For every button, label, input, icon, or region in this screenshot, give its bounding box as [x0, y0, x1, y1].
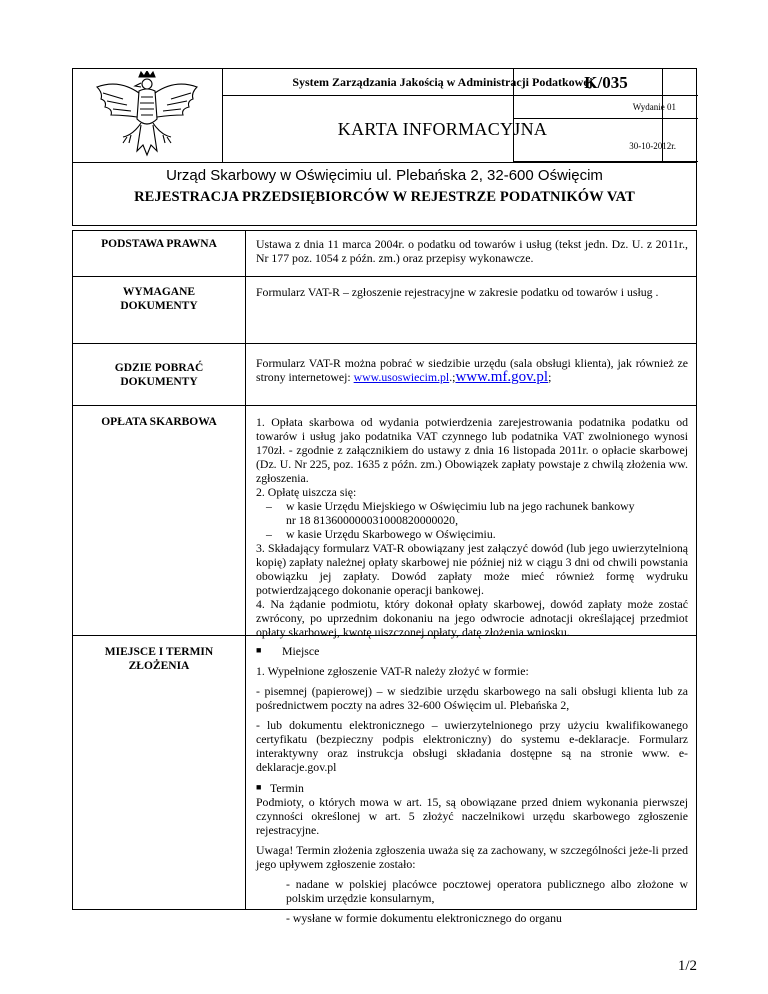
edition-label: Wydanie 01: [513, 96, 698, 119]
where-docs-body: Formularz VAT-R można pobrać w siedzibie urzędu (sala obsługi klienta), jak również ze strony internetowej:: [256, 356, 688, 384]
where-docs-text: Formularz VAT-R można pobrać w siedzibie urzędu (sala obsługi klienta), jak również ze strony internetowej: www.usoswiecim.pl.;www.mf.gov.pl;: [256, 356, 688, 385]
where-docs-label: GDZIE POBRAĆ DOKUMENTY: [114, 362, 204, 388]
usoswiecim-link[interactable]: www.usoswiecim.pl: [353, 370, 450, 384]
stamp-duty-label: OPŁATA SKARBOWA: [101, 416, 217, 428]
term-note-item-1: - nadane w polskiej placówce pocztowej operatora publicznego albo złożone w polskim urzędzie konsularnym,: [286, 877, 688, 905]
required-docs-label: WYMAGANE DOKUMENTY: [120, 286, 198, 312]
document-date: 30-10-2012r.: [513, 119, 698, 162]
fee-paragraph-1: 1. Opłata skarbowa od wydania potwierdzenia zarejestrowania podatnika podatku od towarów i usług jako podatnika VAT czynnego lub podatnika VAT zwolnionego wynosi 170zł. - zgodnie z załącznikiem do ustawy z dnia 16 listopada 2011r. o opłacie skarbowej (Dz. U. Nr 225, poz. 1635 z późn. zm.) Obowiązek zapłaty powstaje z chwilą złożenia ww. zgłoszenia.: [256, 415, 688, 485]
term-heading: ■ Termin: [256, 781, 304, 795]
stamp-duty-text: [256, 415, 688, 639]
mf-gov-link[interactable]: www.mf.gov.pl: [455, 369, 549, 385]
place-paragraph-2: - pisemnej (papierowej) – w siedzibie urzędu skarbowego na sali obsługi klienta lub za pośrednictwem poczty na adres 32-600 Oświęcim ul. Plebańska 2,: [256, 684, 688, 712]
info-table: [72, 230, 697, 925]
page-number: 1/2: [677, 958, 697, 974]
legal-basis-label: PODSTAWA PRAWNA: [101, 238, 217, 250]
emblem-cell: [73, 69, 223, 162]
system-name: System Zarządzania Jakością w Administracji Podatkowej: [223, 69, 663, 96]
legal-basis-text: Ustawa z dnia 11 marca 2004r. o podatku od towarów i usług (tekst jedn. Dz. U. z 2011r., Nr 177 poz. 1054 z późn. zm.) oraz przepisy wykonawcze.: [256, 237, 688, 265]
place-term-label: MIEJSCE I TERMIN ZŁOŻENIA: [104, 646, 214, 672]
document-subject: [73, 188, 696, 225]
term-note: Uwaga! Termin złożenia zgłoszenia uważa się za zachowany, w szczególności jeże-li przed jego upływem zgłoszenie zostało:: [256, 843, 688, 871]
place-heading: ■ Miejsce: [256, 644, 320, 658]
page-title: KARTA INFORMACYJNA: [223, 96, 663, 162]
place-term-text: [256, 643, 688, 925]
term-note-item-2: - wysłane w formie dokumentu elektronicznego do organu: [286, 911, 562, 925]
fee-paragraph-2: 2. Opłatę uiszcza się:: [256, 485, 357, 499]
fee-paragraph-3: 3. Składający formularz VAT-R obowiązany jest załączyć dowód (lub jego uwierzytelnioną kopię) zapłaty należnej opłaty skarbowej nie później niż w ciągu 3 dni od chwili powstania obowiązku jej zapłaty. Dowód zapłaty może mieć również formę wydruku potwierdzającego dokonanie operacji bankowej.: [256, 541, 688, 597]
document-code: K/035: [513, 69, 698, 96]
subject-text: REJESTRACJA PRZEDSIĘBIORCÓW W REJESTRZE PODATNIKÓW VAT: [134, 189, 635, 205]
fee-dash-1: – w kasie Urzędu Miejskiego w Oświęcimiu lub na jego rachunek bankowy: [266, 499, 635, 513]
office-address: Urząd Skarbowy w Oświęcimiu ul. Plebańska 2, 32-600 Oświęcim: [73, 162, 696, 188]
header-box: [72, 68, 697, 226]
term-paragraph-1: Podmioty, o których mowa w art. 15, są obowiązane przed dniem wykonania pierwszej czynności określonej w art. 5 złożyć naczelnikowi urzędu skarbowego zgłoszenie rejestracyjne.: [256, 795, 688, 837]
required-docs-text: Formularz VAT-R – zgłoszenie rejestracyjne w zakresie podatku od towarów i usług .: [256, 285, 659, 299]
fee-dash-2: – w kasie Urzędu Skarbowego w Oświęcimiu.: [266, 527, 496, 541]
fee-account-number: nr 18 81360000003100082000002​0,: [286, 513, 459, 527]
place-paragraph-3: - lub dokumentu elektronicznego – uwierzytelnionego przy użyciu kwalifikowanego certyfikatu (bezpieczny podpis elektroniczny) do systemu e-deklaracje. Formularz interaktywny oraz instrukcja obsługi składania dostępne są na stronie www. e-deklaracje.gov.pl: [256, 718, 688, 774]
eagle-emblem-icon: [83, 71, 211, 159]
fee-paragraph-4: 4. Na żądanie podmiotu, który dokonał opłaty skarbowej, dowód zapłaty może zostać zwrócony, po uprzednim dokonaniu na jego odwrocie adnotacji określającej przedmiot opłaty skarbowej, kwotę uiszczonej opłaty, datę złożenia wniosku.: [256, 597, 688, 639]
place-paragraph-1: 1. Wypełnione zgłoszenie VAT-R należy złożyć w formie:: [256, 664, 529, 678]
